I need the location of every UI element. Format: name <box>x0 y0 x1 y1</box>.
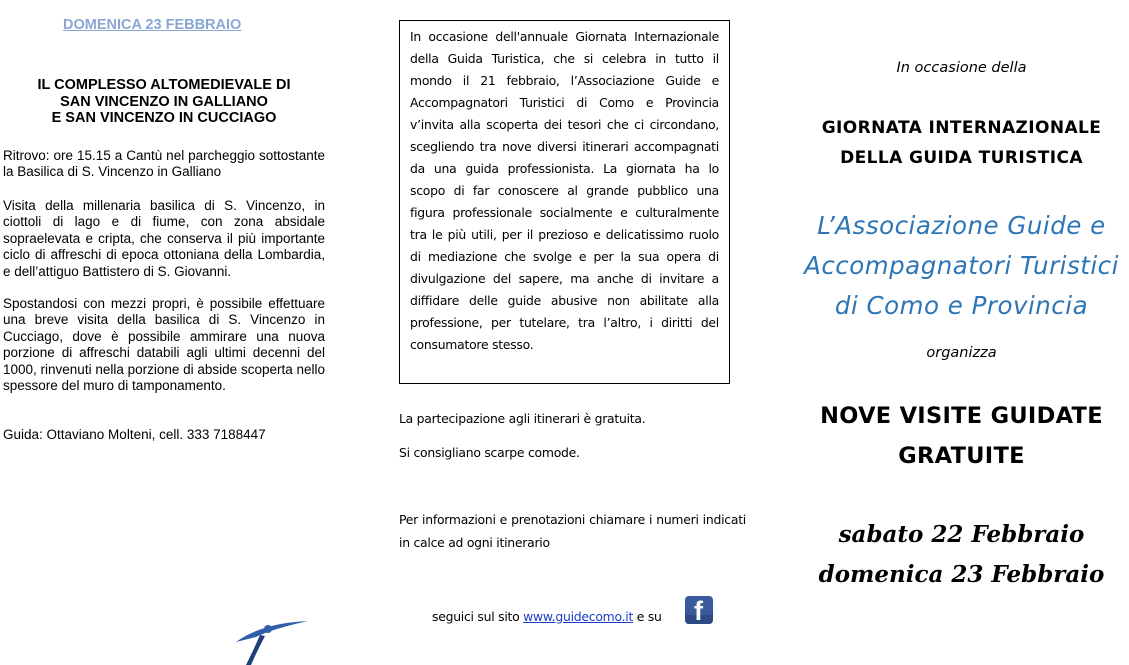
facebook-glyph: f <box>694 596 703 626</box>
event-date-saturday: sabato 22 Febbraio <box>838 521 1085 548</box>
booking-info-text: Per informazioni e prenotazioni chiamare i numeri indicati in calce ad ogni itinerario <box>399 512 746 550</box>
free-participation-text: La partecipazione agli itinerari è gratuita. <box>399 411 646 426</box>
event-name-line: GIORNATA INTERNAZIONALE <box>821 118 1102 138</box>
tour-title-line: E SAN VINCENZO IN CUCCIAGO <box>51 110 277 126</box>
visit-description: Visita della millenaria basilica di S. Vincenzo, in ciottoli di lago e di fiume, con zona absidale sopraelevata e cripta, che conserva il più importante ciclo di affreschi di epoca ottoniana della Lombardia, e dell’attiguo Battistero di S. Giovanni. <box>3 198 325 279</box>
social-prefix: seguici sul sito <box>432 609 524 624</box>
tour-title-line: IL COMPLESSO ALTOMEDIEVALE DI <box>37 77 291 93</box>
tours-headline-line: NOVE VISITE GUIDATE <box>820 403 1103 429</box>
social-line <box>432 609 662 624</box>
guide-contact: Guida: Ottaviano Molteni, cell. 333 7188447 <box>3 427 266 442</box>
event-date-sunday: domenica 23 Febbraio <box>818 561 1105 588</box>
website-link[interactable]: www.guidecomo.it <box>523 609 634 624</box>
meeting-point-text: Ritrovo: ore 15.15 a Cantù nel parcheggio sottostante la Basilica di S. Vincenzo in Galliano <box>3 148 325 180</box>
occasion-text: In occasione della <box>896 60 1027 76</box>
tour-title <box>3 77 325 127</box>
association-name <box>800 206 1123 326</box>
tour-title-line: SAN VINCENZO IN GALLIANO <box>60 93 268 110</box>
info-box-text: In occasione dell'annuale Giornata Internazionale della Guida Turistica, che si celebra in tutto il mondo il 21 febbraio, l’Associazione Guide e Accompagnatori Turistici di Como e Provincia v’invita alla scoperta dei tesori che ci circondano, scegliendo tra nove diversi itinerari accompagnati da una guida professionista. La giornata ha lo scopo di far conoscere al grande pubblico una figura professionale socialmente e culturalmente tra le più utili, per il prezioso e delicatissimo ruolo di mediazione che svolge e per la sua opera di divulgazione del sapere, ma anche di invitare a diffidare delle guide abusive non abilitate alla professione, per tutelare, tra l’altro, i diritti del consumatore stesso. <box>410 29 719 352</box>
info-box <box>399 20 730 384</box>
second-visit-description: Spostandosi con mezzi propri, è possibile effettuare una breve visita della basilica di S. Vincenzo in Cucciago, dove è possibile ammirare una nuova porzione di affreschi databili agli ultimi decenni del 1000, rinvenuti nella porzione di abside scoperta nello spessore del muro di tamponamento. <box>3 296 325 394</box>
social-suffix: e su <box>633 609 662 624</box>
facebook-icon[interactable] <box>685 596 713 624</box>
event-name <box>800 113 1123 173</box>
event-name-line: DELLA GUIDA TURISTICA <box>840 148 1083 168</box>
association-name-line: L’Associazione Guide e <box>817 211 1106 240</box>
tours-headline-line: GRATUITE <box>898 443 1025 469</box>
tours-headline <box>800 396 1123 476</box>
event-dates <box>800 515 1123 595</box>
date-heading: DOMENICA 23 FEBBRAIO <box>63 17 242 33</box>
shoes-advice-text: Si consigliano scarpe comode. <box>399 445 580 460</box>
association-logo <box>232 615 312 665</box>
organizes-text: organizza <box>926 345 997 361</box>
association-name-line: di Como e Provincia <box>834 291 1089 320</box>
association-name-line: Accompagnatori Turistici <box>804 251 1119 280</box>
